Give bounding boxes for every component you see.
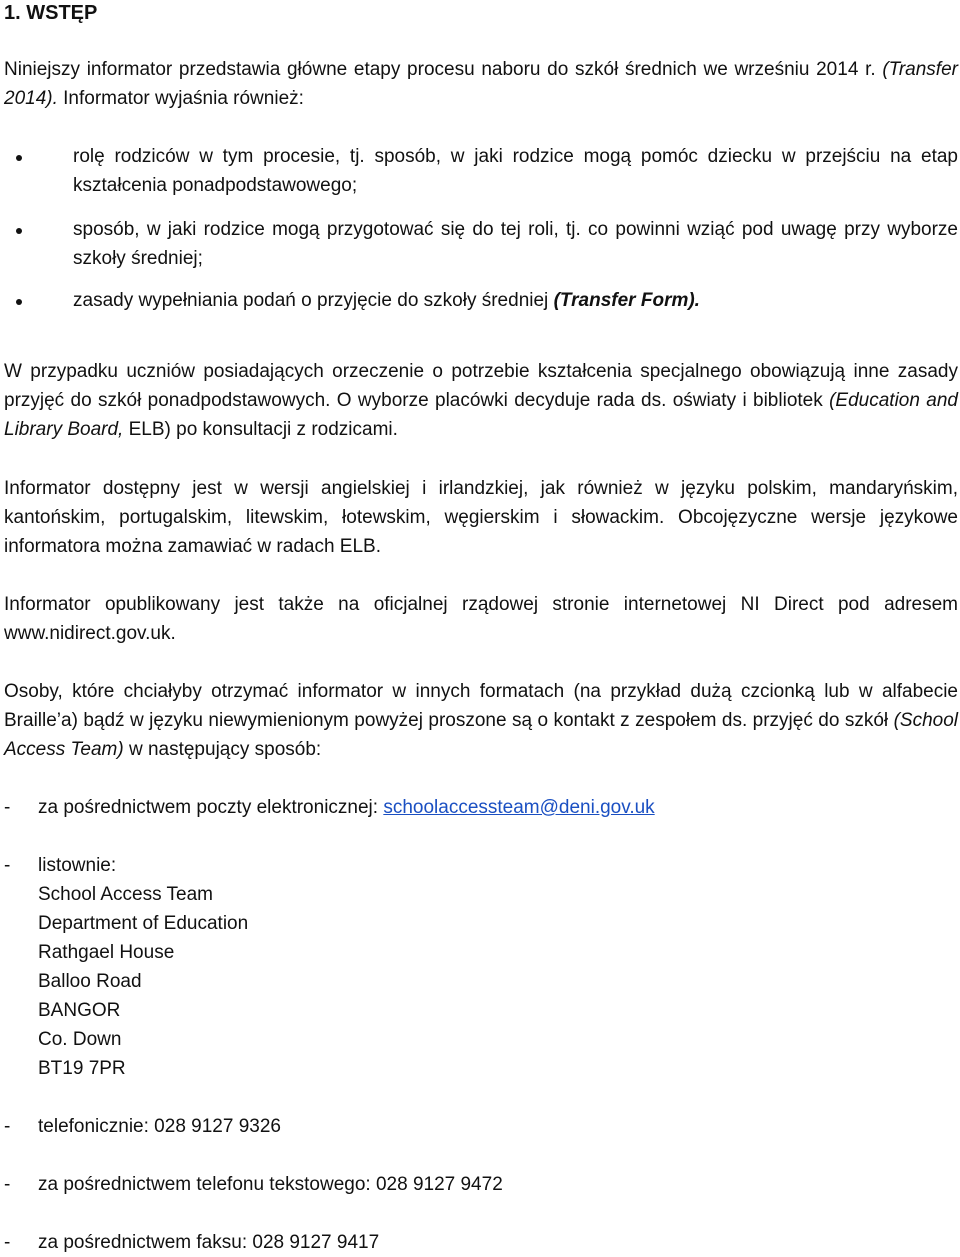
list-item-text: rolę rodziców w tym procesie, tj. sposób, w jaki rodzice mogą pomóc dziecku w przejściu na etap kształcenia ponadpodstawowego; — [73, 146, 958, 196]
intro-text-end: Informator wyjaśnia również: — [57, 88, 304, 109]
bullet-icon — [16, 155, 22, 161]
list-item-text: sposób, w jaki rodzice mogą przygotować się do tej roli, tj. co powinni wziąć pod uwagę przy wyborze szkoły średniej; — [73, 219, 958, 269]
address-line: BANGOR — [38, 1000, 121, 1021]
postal-block — [38, 851, 248, 1083]
contact-text-end: w następujący sposób: — [123, 739, 322, 760]
list-item — [4, 142, 958, 200]
address-line: School Access Team — [38, 884, 213, 905]
list-item-bold-italic: (Transfer Form). — [553, 290, 700, 311]
bullet-icon — [16, 228, 22, 234]
dash-marker: - — [4, 1232, 11, 1253]
address-line: BT19 7PR — [38, 1058, 126, 1079]
contact-italic: (School Access Team) — [4, 710, 958, 760]
address-line: Department of Education — [38, 913, 249, 934]
contact-fax-item — [4, 1228, 958, 1257]
address-line: Balloo Road — [38, 971, 142, 992]
special-italic: (Education and Library Board, — [4, 390, 958, 440]
address-line: Co. Down — [38, 1029, 122, 1050]
list-item — [4, 215, 958, 273]
intro-text: Niniejszy informator przedstawia główne etapy procesu naboru do szkół średnich we wrześniu 2014 r. — [4, 59, 883, 80]
contact-phone-item — [4, 1112, 958, 1141]
address-line: Rathgael House — [38, 942, 175, 963]
post-label: listownie: — [38, 855, 117, 876]
contact-textphone-item — [4, 1170, 958, 1199]
dash-marker: - — [4, 797, 11, 818]
list-item — [4, 286, 958, 315]
intro-paragraph — [4, 55, 958, 113]
contact-paragraph — [4, 677, 958, 764]
intro-italic: (Transfer 2014). — [4, 59, 958, 109]
fax-text: za pośrednictwem faksu: 028 9127 9417 — [38, 1232, 380, 1253]
dash-marker: - — [4, 1116, 11, 1137]
languages-paragraph: Informator dostępny jest w wersji angielskiej i irlandzkiej, jak również w języku polskim, mandaryńskim, kantońskim, portugalskim, litewskim, łotewskim, węgierskim i słowackim. Obcojęzyczne wersje językowe informatora można zamawiać w radach ELB. — [4, 478, 958, 557]
list-item-text-main: zasady wypełniania podań o przyjęcie do szkoły średniej — [73, 290, 554, 311]
special-text: W przypadku uczniów posiadających orzeczenie o potrzebie kształcenia specjalnego obowiązują inne zasady przyjęć do szkół ponadpodstawowych. O wyborze placówki decyduje rada ds. oświaty i bibliotek — [4, 361, 958, 411]
email-link[interactable]: schoolaccessteam@deni.gov.uk — [383, 797, 655, 818]
bullet-icon — [16, 299, 22, 305]
email-label: za pośrednictwem poczty elektronicznej: — [38, 797, 384, 818]
special-text-end: ELB) po konsultacji z rodzicami. — [123, 419, 398, 440]
contact-post-item — [4, 851, 958, 1083]
contact-email-item — [4, 793, 958, 822]
dash-marker: - — [4, 1174, 11, 1195]
dash-marker: - — [4, 855, 11, 876]
list-item-text — [73, 286, 958, 315]
section-heading: 1. WSTĘP — [4, 2, 98, 24]
contact-text: Osoby, które chciałyby otrzymać informator w innych formatach (na przykład dużą czcionką lub w alfabecie Braille’a) bądź w języku niewymienionym powyżej proszone są o kontakt z zespołem ds. przyjęć do szkół — [4, 681, 958, 731]
textphone-text: za pośrednictwem telefonu tekstowego: 028 9127 9472 — [38, 1174, 503, 1195]
online-paragraph: Informator opublikowany jest także na oficjalnej rządowej stronie internetowej NI Direct pod adresem www.nidirect.gov.uk. — [4, 594, 958, 644]
phone-text: telefonicznie: 028 9127 9326 — [38, 1116, 281, 1137]
special-needs-paragraph — [4, 357, 958, 444]
contact-email-text — [38, 793, 655, 822]
